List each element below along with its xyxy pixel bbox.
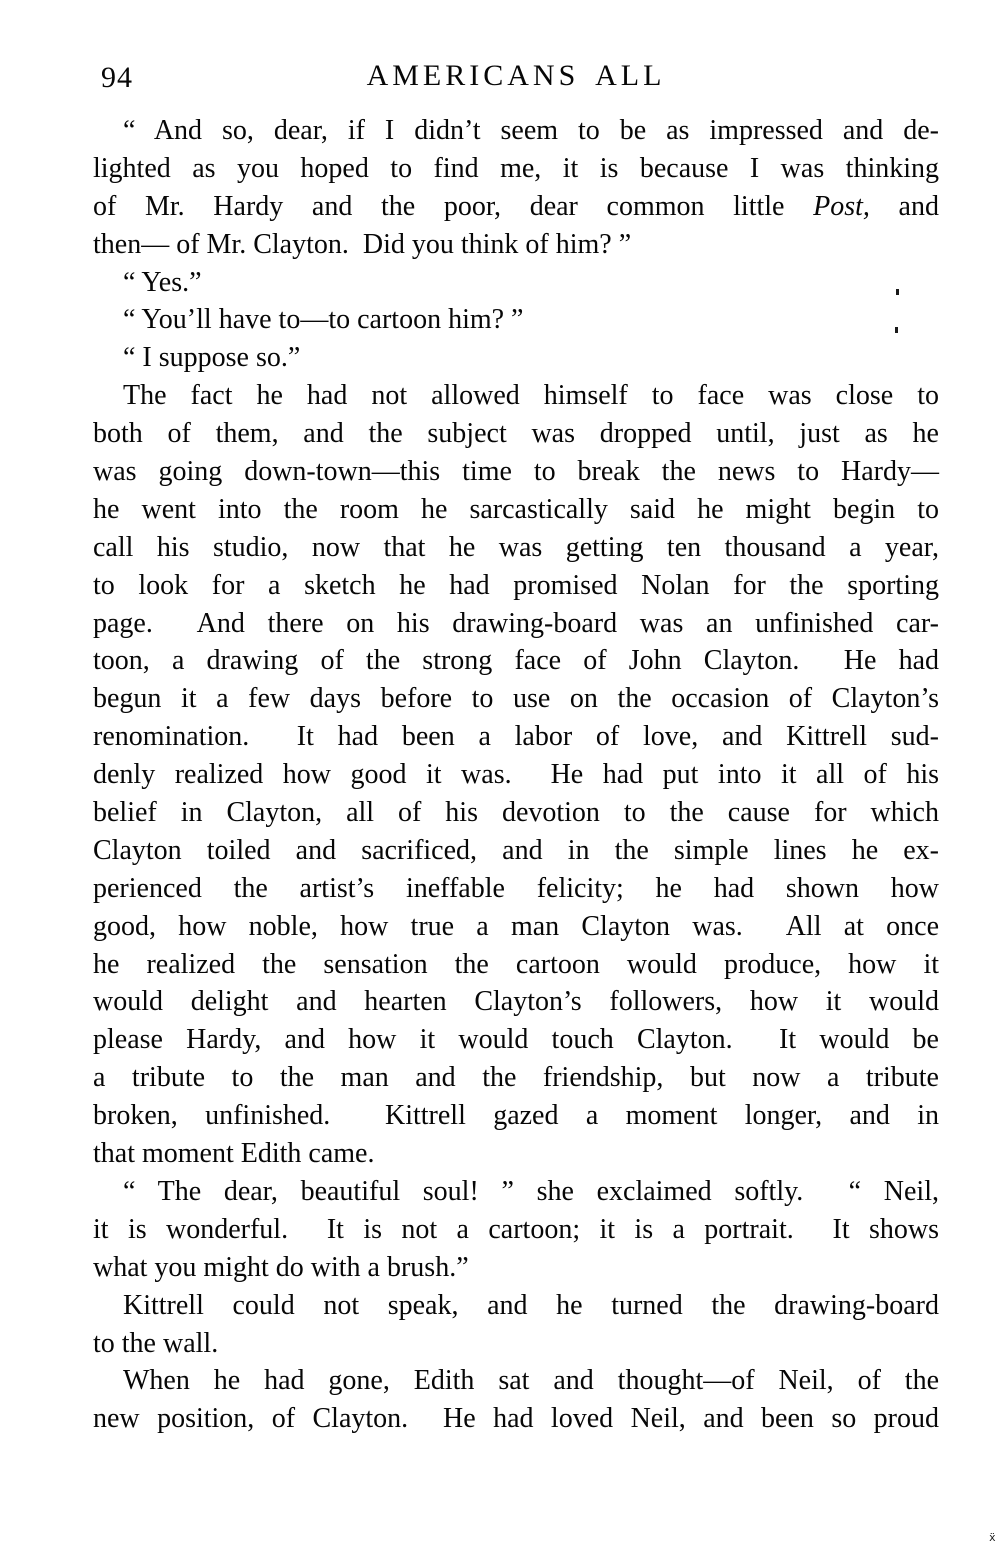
text-line: Clayton toiled and sacrificed, and in the simple lines he ex-	[93, 834, 939, 866]
text-line: he realized the sensation the cartoon would produce, how it	[93, 948, 939, 980]
paragraph	[93, 1173, 939, 1287]
page-header	[93, 58, 939, 98]
text-line: “ Yes.”	[123, 266, 202, 298]
text-line: new position, of Clayton. He had loved Neil, and been so proud	[93, 1403, 939, 1435]
paragraph	[93, 339, 939, 377]
text-line: lighted as you hoped to find me, it is because I was thinking	[93, 152, 939, 184]
scan-speck	[896, 289, 899, 295]
text-line: then— of Mr. Clayton. Did you think of him? ”	[93, 228, 632, 260]
text-line: please Hardy, and how it would touch Clayton. It would be	[93, 1024, 939, 1056]
text-line: “ You’ll have to—to cartoon him? ”	[123, 304, 524, 336]
text-line: denly realized how good it was. He had put into it all of his	[93, 759, 939, 791]
text-line: Kittrell could not speak, and he turned the drawing-board	[123, 1289, 939, 1321]
body-text	[93, 112, 939, 1438]
scan-speck	[895, 327, 898, 333]
paragraph	[93, 1362, 939, 1438]
text-line: The fact he had not allowed himself to face was close to	[123, 380, 939, 412]
text-line: toon, a drawing of the strong face of John Clayton. He had	[93, 645, 939, 677]
text-line: was going down-town—this time to break the news to Hardy—	[93, 456, 939, 488]
scan-corner-artifact: ẍ	[989, 1531, 996, 1544]
text-line: When he had gone, Edith sat and thought—of Neil, of the	[123, 1365, 939, 1397]
paragraph	[93, 377, 939, 1173]
text-line: renomination. It had been a labor of love, and Kittrell sud-	[93, 721, 939, 753]
text-line: what you might do with a brush.”	[93, 1251, 469, 1283]
text-line: page. And there on his drawing-board was an unfinished car-	[93, 607, 939, 639]
text-line: “ The dear, beautiful soul! ” she exclaimed softly. “ Neil,	[123, 1175, 939, 1207]
text-line: good, how noble, how true a man Clayton was. All at once	[93, 910, 939, 942]
text-line: “ I suppose so.”	[123, 342, 301, 374]
text-line: that moment Edith came.	[93, 1138, 375, 1170]
text-line: of Mr. Hardy and the poor, dear common little Post, and	[93, 190, 939, 222]
text-line: it is wonderful. It is not a cartoon; it is a portrait. It shows	[93, 1213, 939, 1245]
text-line: a tribute to the man and the friendship, but now a tribute	[93, 1062, 939, 1094]
text-line: call his studio, now that he was getting ten thousand a year,	[93, 531, 939, 563]
paragraph	[93, 112, 939, 264]
page-number: 94	[101, 61, 133, 94]
text-line: he went into the room he sarcastically said he might begin to	[93, 493, 939, 525]
paragraph	[93, 301, 939, 339]
text-line: belief in Clayton, all of his devotion to the cause for which	[93, 797, 939, 829]
text-line: perienced the artist’s ineffable felicity; he had shown how	[93, 872, 939, 904]
text-line: both of them, and the subject was dropped until, just as he	[93, 418, 939, 450]
paragraph	[93, 264, 939, 302]
paragraph	[93, 1287, 939, 1363]
text-line: to look for a sketch he had promised Nolan for the sporting	[93, 569, 939, 601]
text-line: to the wall.	[93, 1327, 219, 1359]
text-line: would delight and hearten Clayton’s followers, how it would	[93, 986, 939, 1018]
text-line: begun it a few days before to use on the occasion of Clayton’s	[93, 683, 939, 715]
text-line: broken, unfinished. Kittrell gazed a moment longer, and in	[93, 1100, 939, 1132]
text-line: “ And so, dear, if I didn’t seem to be as impressed and de-	[123, 115, 939, 146]
running-title: AMERICANS ALL	[366, 59, 666, 92]
